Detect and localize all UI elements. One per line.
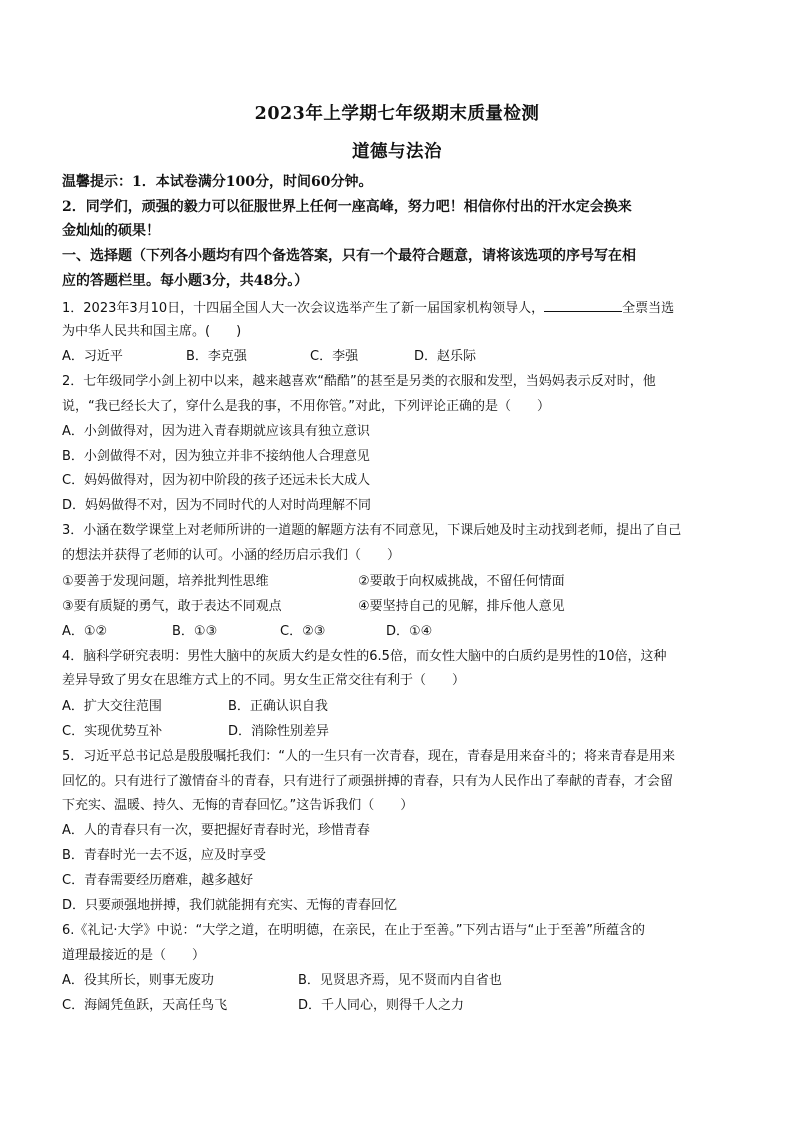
question-4-option-d: D．消除性别差异 bbox=[228, 724, 330, 739]
question-4-option-b: B．正确认识自我 bbox=[228, 699, 328, 714]
question-6-option-b: B．见贤思齐焉，见不贤而内自省也 bbox=[298, 973, 502, 988]
question-5-stem-a: 5．习近平总书记总是殷殷嘱托我们：“人的一生只有一次青春，现在，青春是用来奋斗的；将来青春是用来 bbox=[62, 749, 676, 764]
exam-subject: 道德与法治 bbox=[352, 142, 442, 162]
answer-blank bbox=[544, 299, 622, 312]
question-1-stem-c: 为中华人民共和国主席。( ) bbox=[62, 324, 242, 339]
exam-title: 2023年上学期七年级期末质量检测 bbox=[254, 104, 540, 124]
notes-line-1: 温馨提示：1．本试卷满分100分，时间60分钟。 bbox=[62, 174, 373, 190]
question-1-stem bbox=[62, 299, 742, 318]
question-3-item-2: ②要敢于向权威挑战，不留任何情面 bbox=[358, 574, 565, 589]
question-2-option-b: B．小剑做得不对，因为独立并非不接纳他人合理意见 bbox=[62, 449, 370, 464]
question-3-option-b: B．①③ bbox=[172, 624, 218, 639]
question-3-stem-a: 3．小涵在数学课堂上对老师所讲的一道题的解题方法有不同意见，下课后她及时主动找到老师，提出了自己 bbox=[62, 523, 682, 538]
question-5-stem-c: 下充实、温暖、持久、无悔的青春回忆。”这告诉我们（ ） bbox=[62, 798, 414, 813]
question-3-item-1: ①要善于发现问题，培养批判性思维 bbox=[62, 574, 269, 589]
question-3-stem-b: 的想法并获得了老师的认可。小涵的经历启示我们（ ） bbox=[62, 548, 401, 563]
question-3-option-c: C．②③ bbox=[280, 624, 326, 639]
question-3-option-a: A．①② bbox=[62, 624, 108, 639]
question-5-option-a: A．人的青春只有一次，要把握好青春时光，珍惜青春 bbox=[62, 823, 370, 838]
question-2-option-c: C．妈妈做得对，因为初中阶段的孩子还远未长大成人 bbox=[62, 473, 371, 488]
section-heading-line-1: 一、选择题（下列各小题均有四个备选答案，只有一个最符合题意，请将该选项的序号写在相 bbox=[62, 248, 636, 264]
question-1-option-c: C．李强 bbox=[310, 349, 359, 364]
question-6-stem-b: 道理最接近的是（ ） bbox=[62, 948, 206, 963]
question-3-item-4: ④要坚持自己的见解，排斥他人意见 bbox=[358, 599, 565, 614]
question-4-option-a: A．扩大交往范围 bbox=[62, 699, 162, 714]
question-3-option-d: D．①④ bbox=[386, 624, 433, 639]
question-2-stem-b: 说，“我已经长大了，穿什么是我的事，不用你管。”对此，下列评论正确的是（ ） bbox=[62, 399, 550, 414]
question-6-stem-a: 6.《礼记·大学》中说：“大学之道，在明明德，在亲民，在止于至善。”下列古语与“止于至善”所蕴含的 bbox=[62, 923, 645, 938]
question-5-option-c: C．青春需要经历磨难，越多越好 bbox=[62, 873, 254, 888]
question-1-stem-a: 1．2023年3月10日，十四届全国人大一次会议选举产生了新一届国家机构领导人， bbox=[62, 301, 545, 316]
question-6-option-d: D．千人同心，则得千人之力 bbox=[298, 998, 465, 1013]
question-5-option-d: D．只要顽强地拼搏，我们就能拥有充实、无悔的青春回忆 bbox=[62, 898, 398, 913]
question-1-option-d: D．赵乐际 bbox=[414, 349, 477, 364]
question-6-option-c: C．海阔凭鱼跃，天高任鸟飞 bbox=[62, 998, 228, 1013]
question-2-option-a: A．小剑做得对，因为进入青春期就应该具有独立意识 bbox=[62, 424, 370, 439]
question-6-option-a: A．役其所长，则事无废功 bbox=[62, 973, 214, 988]
question-4-stem-b: 差异导致了男女在思维方式上的不同。男女生正常交往有利于（ ） bbox=[62, 673, 466, 688]
question-3-item-3: ③要有质疑的勇气，敢于表达不同观点 bbox=[62, 599, 282, 614]
question-5-option-b: B．青春时光一去不返，应及时享受 bbox=[62, 848, 266, 863]
question-1-option-a: A．习近平 bbox=[62, 349, 123, 364]
question-4-option-c: C．实现优势互补 bbox=[62, 724, 163, 739]
question-4-stem-a: 4．脑科学研究表明：男性大脑中的灰质大约是女性的6.5倍，而女性大脑中的白质约是男性的10倍，这种 bbox=[62, 649, 667, 664]
section-heading-line-2: 应的答题栏里。每小题3分，共48分。） bbox=[62, 273, 309, 289]
question-1-stem-b: 全票当选 bbox=[622, 301, 675, 316]
notes-line-2: 2．同学们，顽强的毅力可以征服世界上任何一座高峰，努力吧！相信你付出的汗水定会换来 bbox=[62, 199, 632, 215]
question-1-option-b: B．李克强 bbox=[186, 349, 247, 364]
question-2-stem-a: 2．七年级同学小剑上初中以来，越来越喜欢“酷酷”的甚至是另类的衣服和发型，当妈妈表示反对时，他 bbox=[62, 374, 656, 389]
notes-line-3: 金灿灿的硕果！ bbox=[62, 223, 160, 239]
question-5-stem-b: 回忆的。只有进行了激情奋斗的青春，只有进行了顽强拼搏的青春，只有为人民作出了奉献的青春，才会留 bbox=[62, 774, 674, 789]
question-2-option-d: D．妈妈做得不对，因为不同时代的人对时尚理解不同 bbox=[62, 498, 372, 513]
